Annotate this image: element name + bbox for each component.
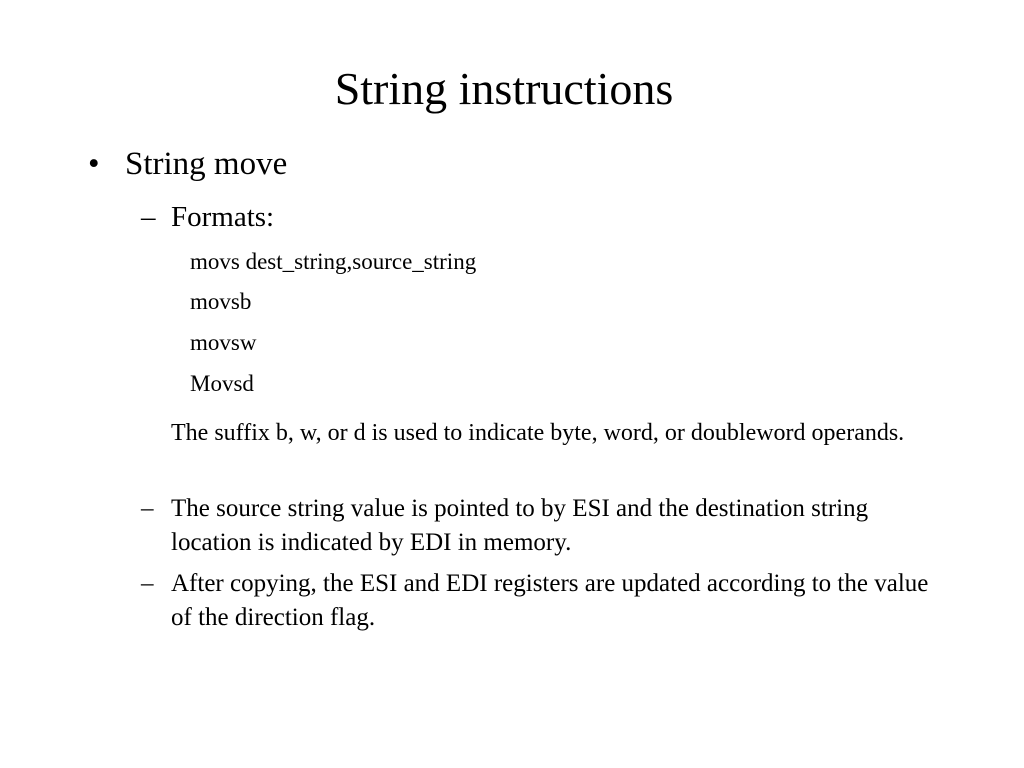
- sub-item-source-string: [141, 492, 941, 560]
- sub-item-after-copying: [141, 567, 941, 635]
- dash-mark: –: [141, 495, 154, 522]
- slide-title: String instructions: [334, 63, 674, 114]
- formats-item: [141, 198, 941, 236]
- dash-mark: –: [141, 201, 156, 233]
- code-line-movsb: movsb: [190, 289, 252, 314]
- formats-label: Formats:: [171, 201, 275, 233]
- code-line-movs: movs dest_string,source_string: [190, 249, 477, 274]
- bullet-text: String move: [125, 146, 288, 182]
- bullet-mark: •: [88, 146, 100, 182]
- dash-mark: –: [141, 570, 154, 597]
- sub-item-text: The source string value is pointed to by ESI and the destination string location is indicated by EDI in memory.: [171, 495, 869, 556]
- sub-item-text: After copying, the ESI and EDI registers are updated according to the value of the direction flag.: [171, 570, 929, 631]
- bullet-string-move: [88, 143, 287, 185]
- code-line-movsw: movsw: [190, 330, 257, 355]
- suffix-note: The suffix b, w, or d is used to indicate byte, word, or doubleword operands.: [171, 420, 905, 446]
- code-line-movsd: Movsd: [190, 371, 254, 396]
